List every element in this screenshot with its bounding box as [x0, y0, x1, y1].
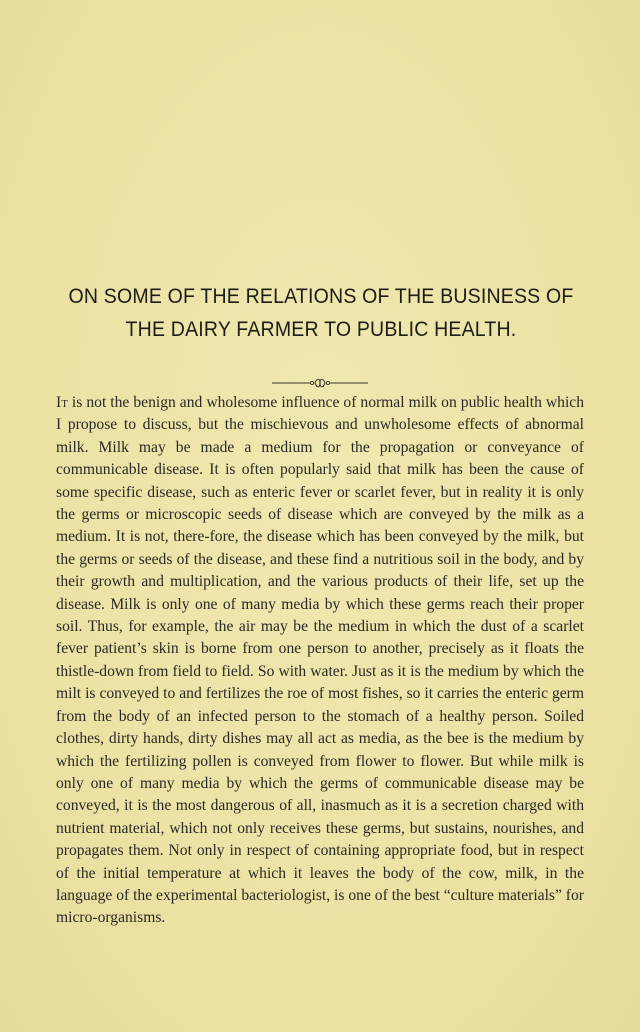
ornamental-divider-icon	[260, 377, 380, 389]
chapter-title-line-2: THE DAIRY FARMER TO PUBLIC HEALTH.	[125, 318, 517, 341]
paragraph-lead-word: It	[56, 394, 68, 411]
chapter-title-line-1: ON SOME OF THE RELATIONS OF THE BUSINESS OF	[68, 285, 574, 308]
paragraph-text: is not the benign and wholesome influence of normal milk on public health which I propose to discuss, but the mischievous and unwholesome effects of abnormal milk. Milk may be made a medium for the propagation or conveyance of communicable disease. It is often popularly said that milk has been the cause of some specific disease, such as enteric fever or scarlet fever, but in reality it is only the germs or microscopic seeds of disease which are conveyed by the milk as a medium. It is not, there-fore, the disease which has been conveyed by the milk, but the germs or seeds of the disease, and these find a nutritious soil in the body, and by their growth and multiplication, and the various products of their life, set up the disease. Milk is only one of many media by which these germs reach their proper soil. Thus, for example, the air may be the medium in which the dust of a scarlet fever patient’s skin is borne from one person to another, precisely as it floats the thistle-down from field to field. So with water. Just as it is the medium by which the milt is conveyed to and fertilizes the roe of most fishes, so it carries the enteric germ from the body of an infected person to the stomach of a healthy person. Soiled clothes, dirty hands, dirty dishes may all act as media, as the bee is the medium by which the fertilizing pollen is conveyed from flower to flower. But while milk is only one of many media by which the germs of communicable disease may be conveyed, it is the most dangerous of all, inasmuch as it is a secretion charged with nutrient material, which not only receives these germs, but sustains, nourishes, and propagates them. Not only in respect of containing appropriate food, but in respect of the initial temperature at which it leaves the body of the cow, milk, in the language of the experimental bacteriologist, is one of the best “culture materials” for micro-organisms.	[56, 394, 584, 927]
chapter-title	[60, 280, 583, 346]
body-paragraph	[56, 392, 584, 930]
